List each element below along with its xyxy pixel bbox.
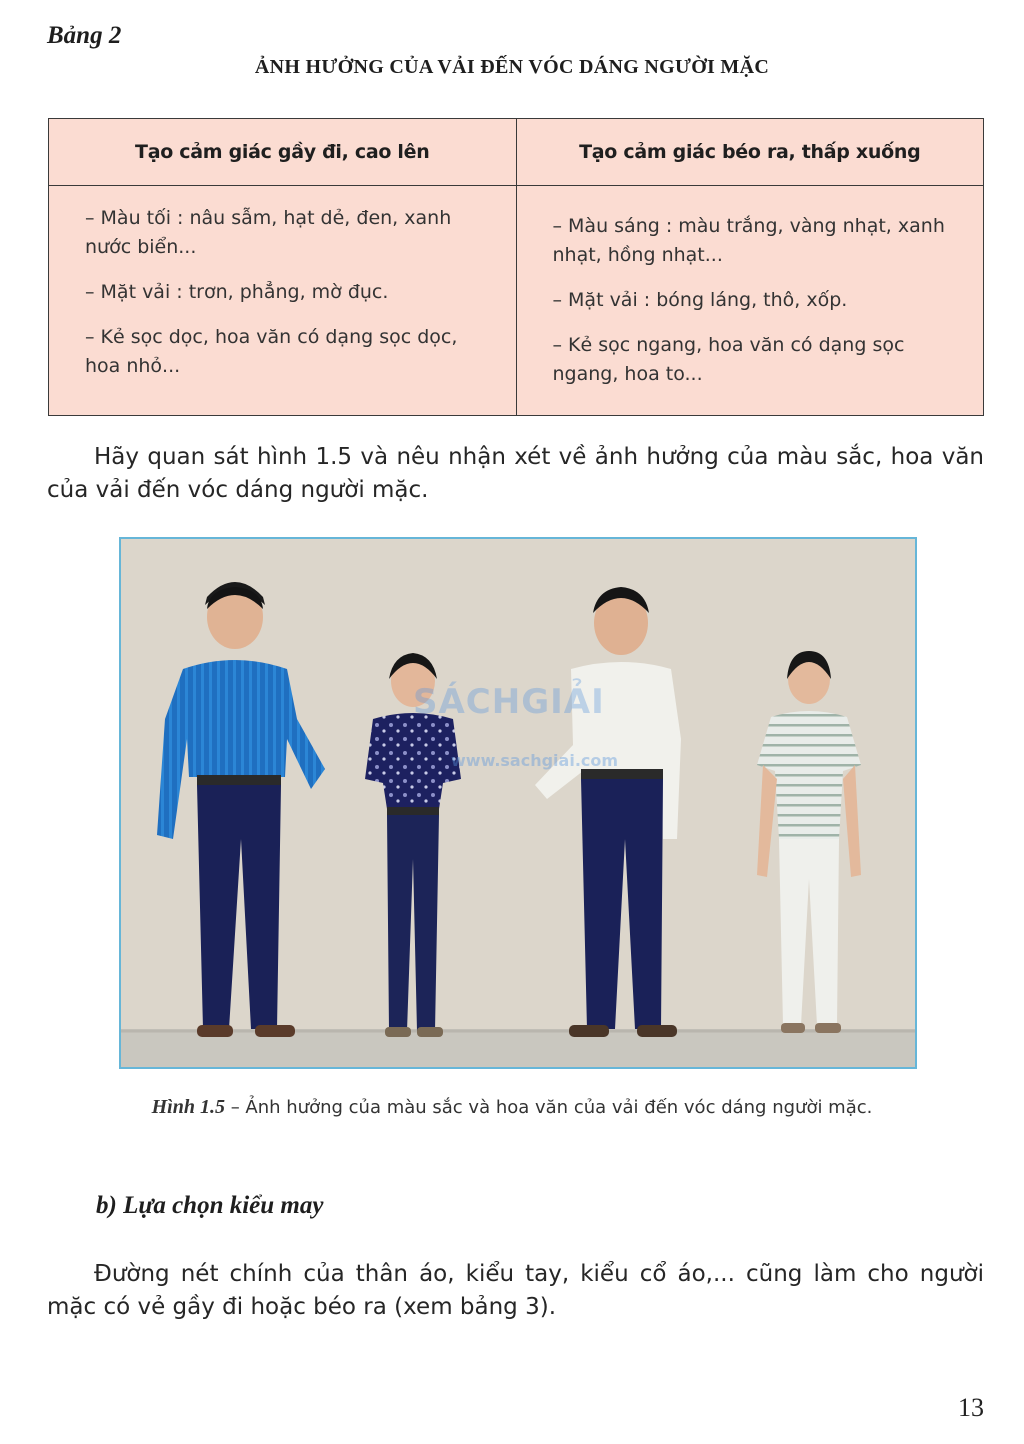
page-number: 13	[958, 1393, 984, 1422]
list-item: – Mặt vải : bóng láng, thô, xốp.	[552, 289, 848, 311]
section-title: b) Lựa chọn kiểu may	[96, 1192, 324, 1219]
slimming-cell	[49, 186, 517, 416]
people-illustration	[121, 539, 915, 1067]
table-body-row	[49, 186, 984, 416]
widening-cell	[516, 186, 984, 416]
watermark-url: www.sachgiai.com	[451, 751, 619, 770]
table-title: ẢNH HƯỞNG CỦA VẢI ĐẾN VÓC DÁNG NGƯỜI MẶC	[254, 56, 770, 78]
list-item: – Màu sáng : màu trắng, vàng nhạt, xanh nhạt, hồng nhạt...	[552, 215, 945, 266]
observation-paragraph: Hãy quan sát hình 1.5 và nêu nhận xét về ảnh hưởng của màu sắc, hoa văn của vải đến vóc dáng người mặc.	[47, 444, 984, 503]
section-paragraph: Đường nét chính của thân áo, kiểu tay, kiểu cổ áo,... cũng làm cho người mặc có vẻ gầy đi hoặc béo ra (xem bảng 3).	[47, 1261, 984, 1320]
table-label: Bảng 2	[47, 22, 122, 49]
caption-text: – Ảnh hưởng của màu sắc và hoa văn của vải đến vóc dáng người mặc.	[224, 1097, 873, 1118]
list-item: – Mặt vải : trơn, phẳng, mờ đục.	[85, 281, 389, 303]
watermark-logo: SÁCHGIẢI	[413, 682, 605, 722]
table-header-row	[49, 119, 984, 186]
list-item: – Kẻ sọc ngang, hoa văn có dạng sọc ngang, hoa to...	[552, 334, 905, 385]
figure-photo	[119, 537, 917, 1069]
caption-label: Hình 1.5	[151, 1096, 225, 1118]
list-item: – Kẻ sọc dọc, hoa văn có dạng sọc dọc, hoa nhỏ...	[85, 326, 458, 377]
column-header-slimming: Tạo cảm giác gầy đi, cao lên	[49, 119, 517, 186]
list-item: – Màu tối : nâu sẫm, hạt dẻ, đen, xanh nước biển...	[85, 207, 452, 258]
column-header-widening: Tạo cảm giác béo ra, thấp xuống	[516, 119, 984, 186]
fabric-effect-table	[48, 118, 984, 416]
figure-caption	[0, 1096, 1024, 1119]
